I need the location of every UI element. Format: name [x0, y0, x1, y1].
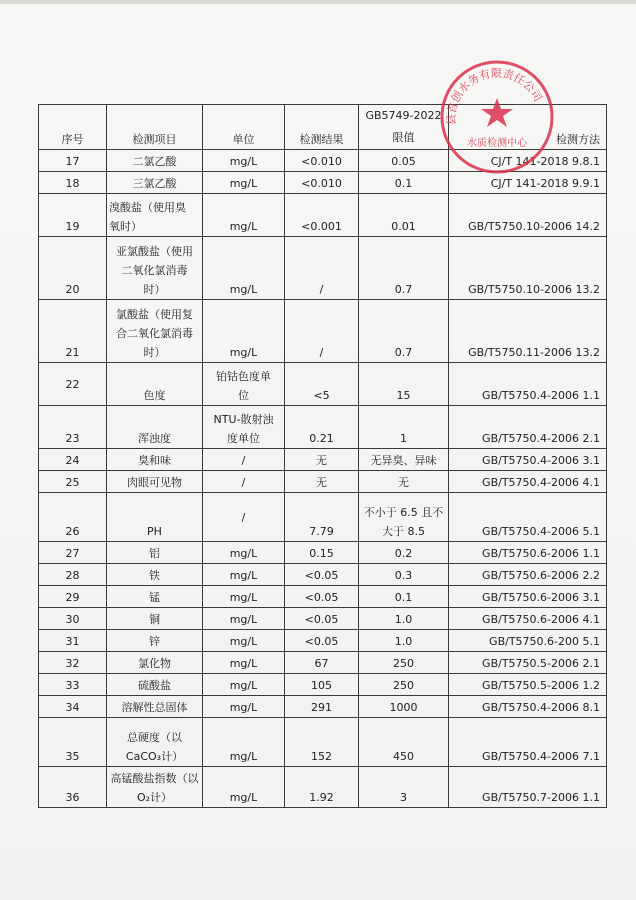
row-result: 0.21 — [285, 406, 359, 449]
row-method: CJ/T 141-2018 9.8.1 — [449, 150, 607, 172]
row-method: GB/T5750.4-2006 2.1 — [449, 406, 607, 449]
seal-text: 县首创水务有限责任公司 — [444, 66, 545, 126]
row-method: GB/T5750.4-2006 4.1 — [449, 471, 607, 493]
row-no: 32 — [39, 652, 107, 674]
table-row — [39, 194, 607, 237]
row-unit: mg/L — [203, 564, 285, 586]
table-row — [39, 471, 607, 493]
table-row — [39, 767, 607, 808]
table-row — [39, 608, 607, 630]
row-method: GB/T5750.10-2006 13.2 — [449, 237, 607, 300]
row-unit — [203, 406, 285, 449]
row-method: GB/T5750.6-2006 1.1 — [449, 542, 607, 564]
row-item-line: 亚氯酸盐（使用 — [116, 245, 193, 258]
row-limit: 1.0 — [359, 630, 449, 652]
row-unit-line: 度单位 — [227, 432, 260, 445]
row-no: 26 — [39, 493, 107, 542]
row-limit: 1000 — [359, 696, 449, 718]
row-method: GB/T5750.4-2006 5.1 — [449, 493, 607, 542]
row-item — [107, 237, 203, 300]
row-no: 30 — [39, 608, 107, 630]
row-item: 锌 — [107, 630, 203, 652]
row-result: 152 — [285, 718, 359, 767]
row-result: / — [285, 237, 359, 300]
row-unit: / — [203, 471, 285, 493]
row-item-line: 总硬度（以 — [127, 731, 182, 744]
table-row — [39, 449, 607, 471]
row-item-line: 溴酸盐（使用臭 — [109, 201, 186, 214]
row-method: GB/T5750.5-2006 1.2 — [449, 674, 607, 696]
row-method: GB/T5750.4-2006 8.1 — [449, 696, 607, 718]
row-unit: mg/L — [203, 608, 285, 630]
row-no: 18 — [39, 172, 107, 194]
row-limit: 0.3 — [359, 564, 449, 586]
row-unit: mg/L — [203, 586, 285, 608]
row-limit: 15 — [359, 363, 449, 406]
header-no: 序号 — [39, 105, 107, 150]
row-item: 锰 — [107, 586, 203, 608]
row-item: 铜 — [107, 608, 203, 630]
row-unit: mg/L — [203, 696, 285, 718]
header-unit: 单位 — [203, 105, 285, 150]
row-unit: mg/L — [203, 237, 285, 300]
row-unit: mg/L — [203, 150, 285, 172]
row-result: 291 — [285, 696, 359, 718]
header-limit-line2: 限值 — [392, 131, 415, 144]
row-limit: 0.01 — [359, 194, 449, 237]
row-unit: mg/L — [203, 652, 285, 674]
row-no: 36 — [39, 767, 107, 808]
row-result: 67 — [285, 652, 359, 674]
row-no: 20 — [39, 237, 107, 300]
row-limit: 0.2 — [359, 542, 449, 564]
scan-edge — [0, 0, 636, 4]
row-unit-line: 铂钴色度单 — [216, 370, 271, 383]
row-method: GB/T5750.4-2006 1.1 — [449, 363, 607, 406]
row-limit-line: 大于 8.5 — [382, 525, 425, 538]
row-item: 臭和味 — [107, 449, 203, 471]
row-item: 浑浊度 — [107, 406, 203, 449]
row-unit: / — [203, 449, 285, 471]
row-no: 17 — [39, 150, 107, 172]
row-item: 三氯乙酸 — [107, 172, 203, 194]
row-result: <0.05 — [285, 630, 359, 652]
row-no: 27 — [39, 542, 107, 564]
row-no: 21 — [39, 300, 107, 363]
row-no: 28 — [39, 564, 107, 586]
row-item — [107, 718, 203, 767]
row-result: / — [285, 300, 359, 363]
row-no: 22 — [39, 363, 107, 406]
row-unit: mg/L — [203, 674, 285, 696]
row-unit-line: NTU-散射浊 — [213, 413, 274, 426]
table-row — [39, 150, 607, 172]
row-result: <0.001 — [285, 194, 359, 237]
row-limit: 450 — [359, 718, 449, 767]
row-item: 硫酸盐 — [107, 674, 203, 696]
row-no: 31 — [39, 630, 107, 652]
table-row — [39, 652, 607, 674]
row-item: PH — [107, 493, 203, 542]
row-method: GB/T5750.4-2006 3.1 — [449, 449, 607, 471]
row-unit: mg/L — [203, 300, 285, 363]
row-method: GB/T5750.7-2006 1.1 — [449, 767, 607, 808]
row-result: <0.010 — [285, 150, 359, 172]
row-item-line: 高锰酸盐指数（以 — [110, 772, 199, 785]
row-method: GB/T5750.4-2006 7.1 — [449, 718, 607, 767]
row-item: 溶解性总固体 — [107, 696, 203, 718]
row-method: GB/T5750.10-2006 14.2 — [449, 194, 607, 237]
row-result: 7.79 — [285, 493, 359, 542]
table-row — [39, 363, 607, 406]
row-limit: 0.1 — [359, 586, 449, 608]
row-item-line: 时） — [143, 346, 166, 359]
row-unit — [203, 363, 285, 406]
row-method: GB/T5750.6-2006 2.2 — [449, 564, 607, 586]
row-method: GB/T5750.6-2006 4.1 — [449, 608, 607, 630]
row-result: <0.010 — [285, 172, 359, 194]
svg-text:水质检测中心: 水质检测中心 — [467, 138, 527, 149]
row-result: <0.05 — [285, 586, 359, 608]
row-result: 无 — [285, 471, 359, 493]
row-item: 铁 — [107, 564, 203, 586]
row-limit: 0.7 — [359, 237, 449, 300]
header-method: 检测方法 — [449, 105, 607, 150]
row-unit: mg/L — [203, 718, 285, 767]
row-limit: 250 — [359, 652, 449, 674]
table-row — [39, 237, 607, 300]
row-result: 0.15 — [285, 542, 359, 564]
table-row — [39, 300, 607, 363]
table-row — [39, 564, 607, 586]
header-limit — [359, 105, 449, 150]
row-item-line: 氯酸盐（使用复 — [116, 308, 193, 321]
row-method: GB/T5750.6-200 5.1 — [449, 630, 607, 652]
row-limit-line: 不小于 6.5 且不 — [363, 506, 444, 519]
row-limit: 0.1 — [359, 172, 449, 194]
header-item: 检测项目 — [107, 105, 203, 150]
row-item: 氯化物 — [107, 652, 203, 674]
row-unit: mg/L — [203, 194, 285, 237]
row-no: 23 — [39, 406, 107, 449]
row-item-line: 二氧化氯消毒 — [121, 264, 188, 277]
row-result: 1.92 — [285, 767, 359, 808]
row-no: 34 — [39, 696, 107, 718]
row-item: 铝 — [107, 542, 203, 564]
row-no: 29 — [39, 586, 107, 608]
row-no: 19 — [39, 194, 107, 237]
row-result: <0.05 — [285, 608, 359, 630]
row-no: 24 — [39, 449, 107, 471]
row-result: <0.05 — [285, 564, 359, 586]
row-method: GB/T5750.5-2006 2.1 — [449, 652, 607, 674]
row-result: 105 — [285, 674, 359, 696]
row-limit: 0.05 — [359, 150, 449, 172]
row-item-line: O₂计） — [136, 791, 173, 804]
row-item-line: 合二氧化氯消毒 — [116, 327, 193, 340]
row-item-line: 时） — [143, 283, 166, 296]
row-item — [107, 300, 203, 363]
row-limit — [359, 493, 449, 542]
row-unit: / — [203, 493, 285, 542]
row-item — [107, 194, 203, 237]
table-row — [39, 406, 607, 449]
row-unit: mg/L — [203, 542, 285, 564]
row-limit: 250 — [359, 674, 449, 696]
row-item: 肉眼可见物 — [107, 471, 203, 493]
table-row — [39, 718, 607, 767]
table-row — [39, 674, 607, 696]
row-no: 33 — [39, 674, 107, 696]
row-method: GB/T5750.6-2006 3.1 — [449, 586, 607, 608]
water-test-report-table — [38, 104, 607, 808]
header-result: 检测结果 — [285, 105, 359, 150]
table-row — [39, 696, 607, 718]
row-result: <5 — [285, 363, 359, 406]
row-limit: 无 — [359, 471, 449, 493]
row-item — [107, 767, 203, 808]
row-limit: 1.0 — [359, 608, 449, 630]
row-item: 色度 — [107, 363, 203, 406]
row-unit: mg/L — [203, 172, 285, 194]
row-limit: 0.7 — [359, 300, 449, 363]
row-method: CJ/T 141-2018 9.9.1 — [449, 172, 607, 194]
row-unit: mg/L — [203, 767, 285, 808]
table-row — [39, 493, 607, 542]
row-no: 25 — [39, 471, 107, 493]
row-result: 无 — [285, 449, 359, 471]
table-row — [39, 172, 607, 194]
header-limit-line1: GB5749-2022 — [365, 109, 442, 122]
row-unit-line: 位 — [238, 389, 249, 402]
row-limit: 无异臭、异味 — [359, 449, 449, 471]
row-method: GB/T5750.11-2006 13.2 — [449, 300, 607, 363]
row-item-line: CaCO₃计） — [125, 750, 184, 763]
table-row — [39, 630, 607, 652]
row-limit: 1 — [359, 406, 449, 449]
row-limit: 3 — [359, 767, 449, 808]
row-no: 35 — [39, 718, 107, 767]
table-row — [39, 586, 607, 608]
row-item: 二氯乙酸 — [107, 150, 203, 172]
row-unit: mg/L — [203, 630, 285, 652]
row-item-line: 氧时） — [109, 220, 142, 233]
table-row — [39, 542, 607, 564]
table-header-row — [39, 105, 607, 150]
